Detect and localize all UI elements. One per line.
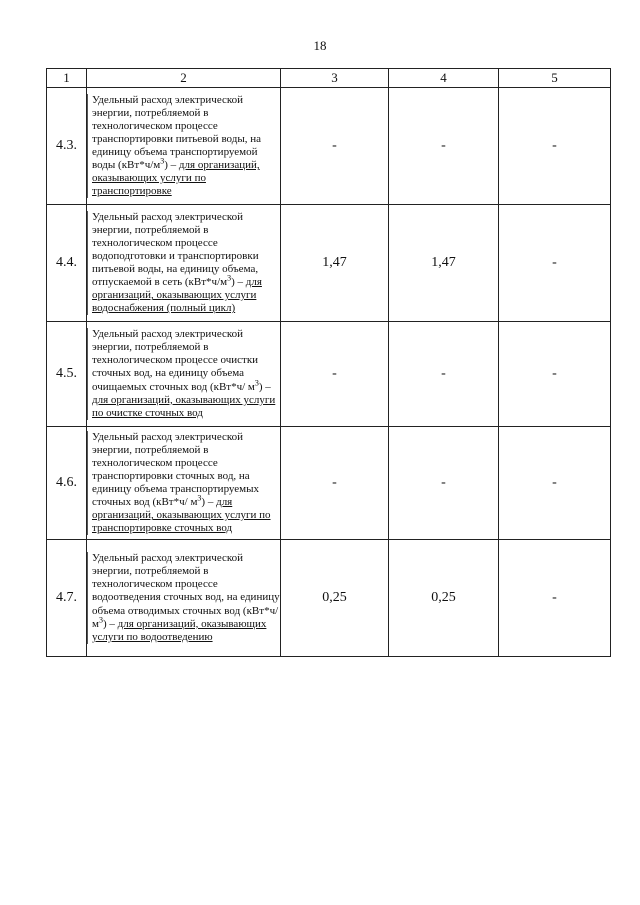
row-description — [87, 205, 281, 322]
superscript: 3 — [160, 156, 165, 166]
superscript: 3 — [254, 377, 259, 387]
row-description — [87, 540, 281, 657]
header-col-5: 5 — [499, 69, 611, 88]
description-underlined: для организаций, оказывающих услуги по водоотведению — [92, 617, 267, 643]
value-col-4: - — [389, 322, 499, 427]
description-text: Удельный расход электрической энергии, потребляемой в технологическом процессе транспортировки сточных вод, на единицу объема транспортируемых сточных вод (кВт*ч/ м — [92, 430, 260, 509]
description-text: Удельный расход электрической энергии, потребляемой в технологическом процессе очистки сточных вод, на единицу объема очищаемых сточных вод (кВт*ч/ м — [92, 328, 259, 393]
header-col-1: 1 — [47, 69, 87, 88]
superscript: 3 — [197, 493, 202, 503]
indicators-table — [46, 68, 611, 657]
description-text: Удельный расход электрической энергии, потребляемой в технологическом процессе водоподготовки и транспортировки питьевой воды, на единицу объема, отпускаемой в сеть (кВт*ч/м — [92, 210, 259, 289]
value-col-4: 1,47 — [389, 205, 499, 322]
description-text: Удельный расход электрической энергии, потребляемой в технологическом процессе водоотведения сточных вод, на единицу объема отводимых сточных вод (кВт*ч/ м — [92, 552, 280, 630]
header-col-4: 4 — [389, 69, 499, 88]
table-header-row — [47, 69, 611, 88]
table-row — [47, 205, 611, 322]
value-col-3: - — [281, 427, 389, 540]
description-underlined: для организаций, оказывающих услуги водоснабжения (полный цикл) — [92, 276, 262, 315]
row-number: 4.7. — [47, 540, 87, 657]
description-underlined: для организаций, оказывающих услуги по транспортировке сточных вод — [92, 496, 271, 535]
value-col-3: 1,47 — [281, 205, 389, 322]
row-number: 4.5. — [47, 322, 87, 427]
row-number: 4.3. — [47, 88, 87, 205]
description-underlined: для организаций, оказывающих услуги по очистке сточных вод — [92, 393, 276, 419]
value-col-5: - — [499, 427, 611, 540]
value-col-4: - — [389, 88, 499, 205]
table-row — [47, 322, 611, 427]
value-col-5: - — [499, 540, 611, 657]
description-underlined: для организаций, оказывающих услуги по транспортировке — [92, 159, 260, 198]
table-row — [47, 427, 611, 540]
page-number: 18 — [313, 38, 327, 53]
row-description — [87, 322, 281, 427]
header-col-2: 2 — [87, 69, 281, 88]
row-description — [87, 427, 281, 540]
row-number: 4.4. — [47, 205, 87, 322]
value-col-3: 0,25 — [281, 540, 389, 657]
value-col-4: 0,25 — [389, 540, 499, 657]
superscript: 3 — [227, 273, 232, 283]
description-text-after: ) – — [231, 276, 246, 289]
row-number: 4.6. — [47, 427, 87, 540]
table-row — [47, 540, 611, 657]
table-row — [47, 88, 611, 205]
description-text-after: ) – — [102, 617, 118, 630]
description-text-after: ) – — [258, 380, 271, 393]
value-col-3: - — [281, 88, 389, 205]
row-description — [87, 88, 281, 205]
description-text-after: ) – — [201, 496, 217, 509]
superscript: 3 — [98, 614, 103, 624]
value-col-5: - — [499, 88, 611, 205]
description-text: Удельный расход электрической энергии, потребляемой в технологическом процессе транспортировки питьевой воды, на единицу объема транспортируемой воды (кВт*ч/м — [92, 93, 261, 172]
value-col-5: - — [499, 205, 611, 322]
description-text-after: ) – — [164, 159, 179, 172]
value-col-5: - — [499, 322, 611, 427]
value-col-3: - — [281, 322, 389, 427]
header-col-3: 3 — [281, 69, 389, 88]
value-col-4: - — [389, 427, 499, 540]
